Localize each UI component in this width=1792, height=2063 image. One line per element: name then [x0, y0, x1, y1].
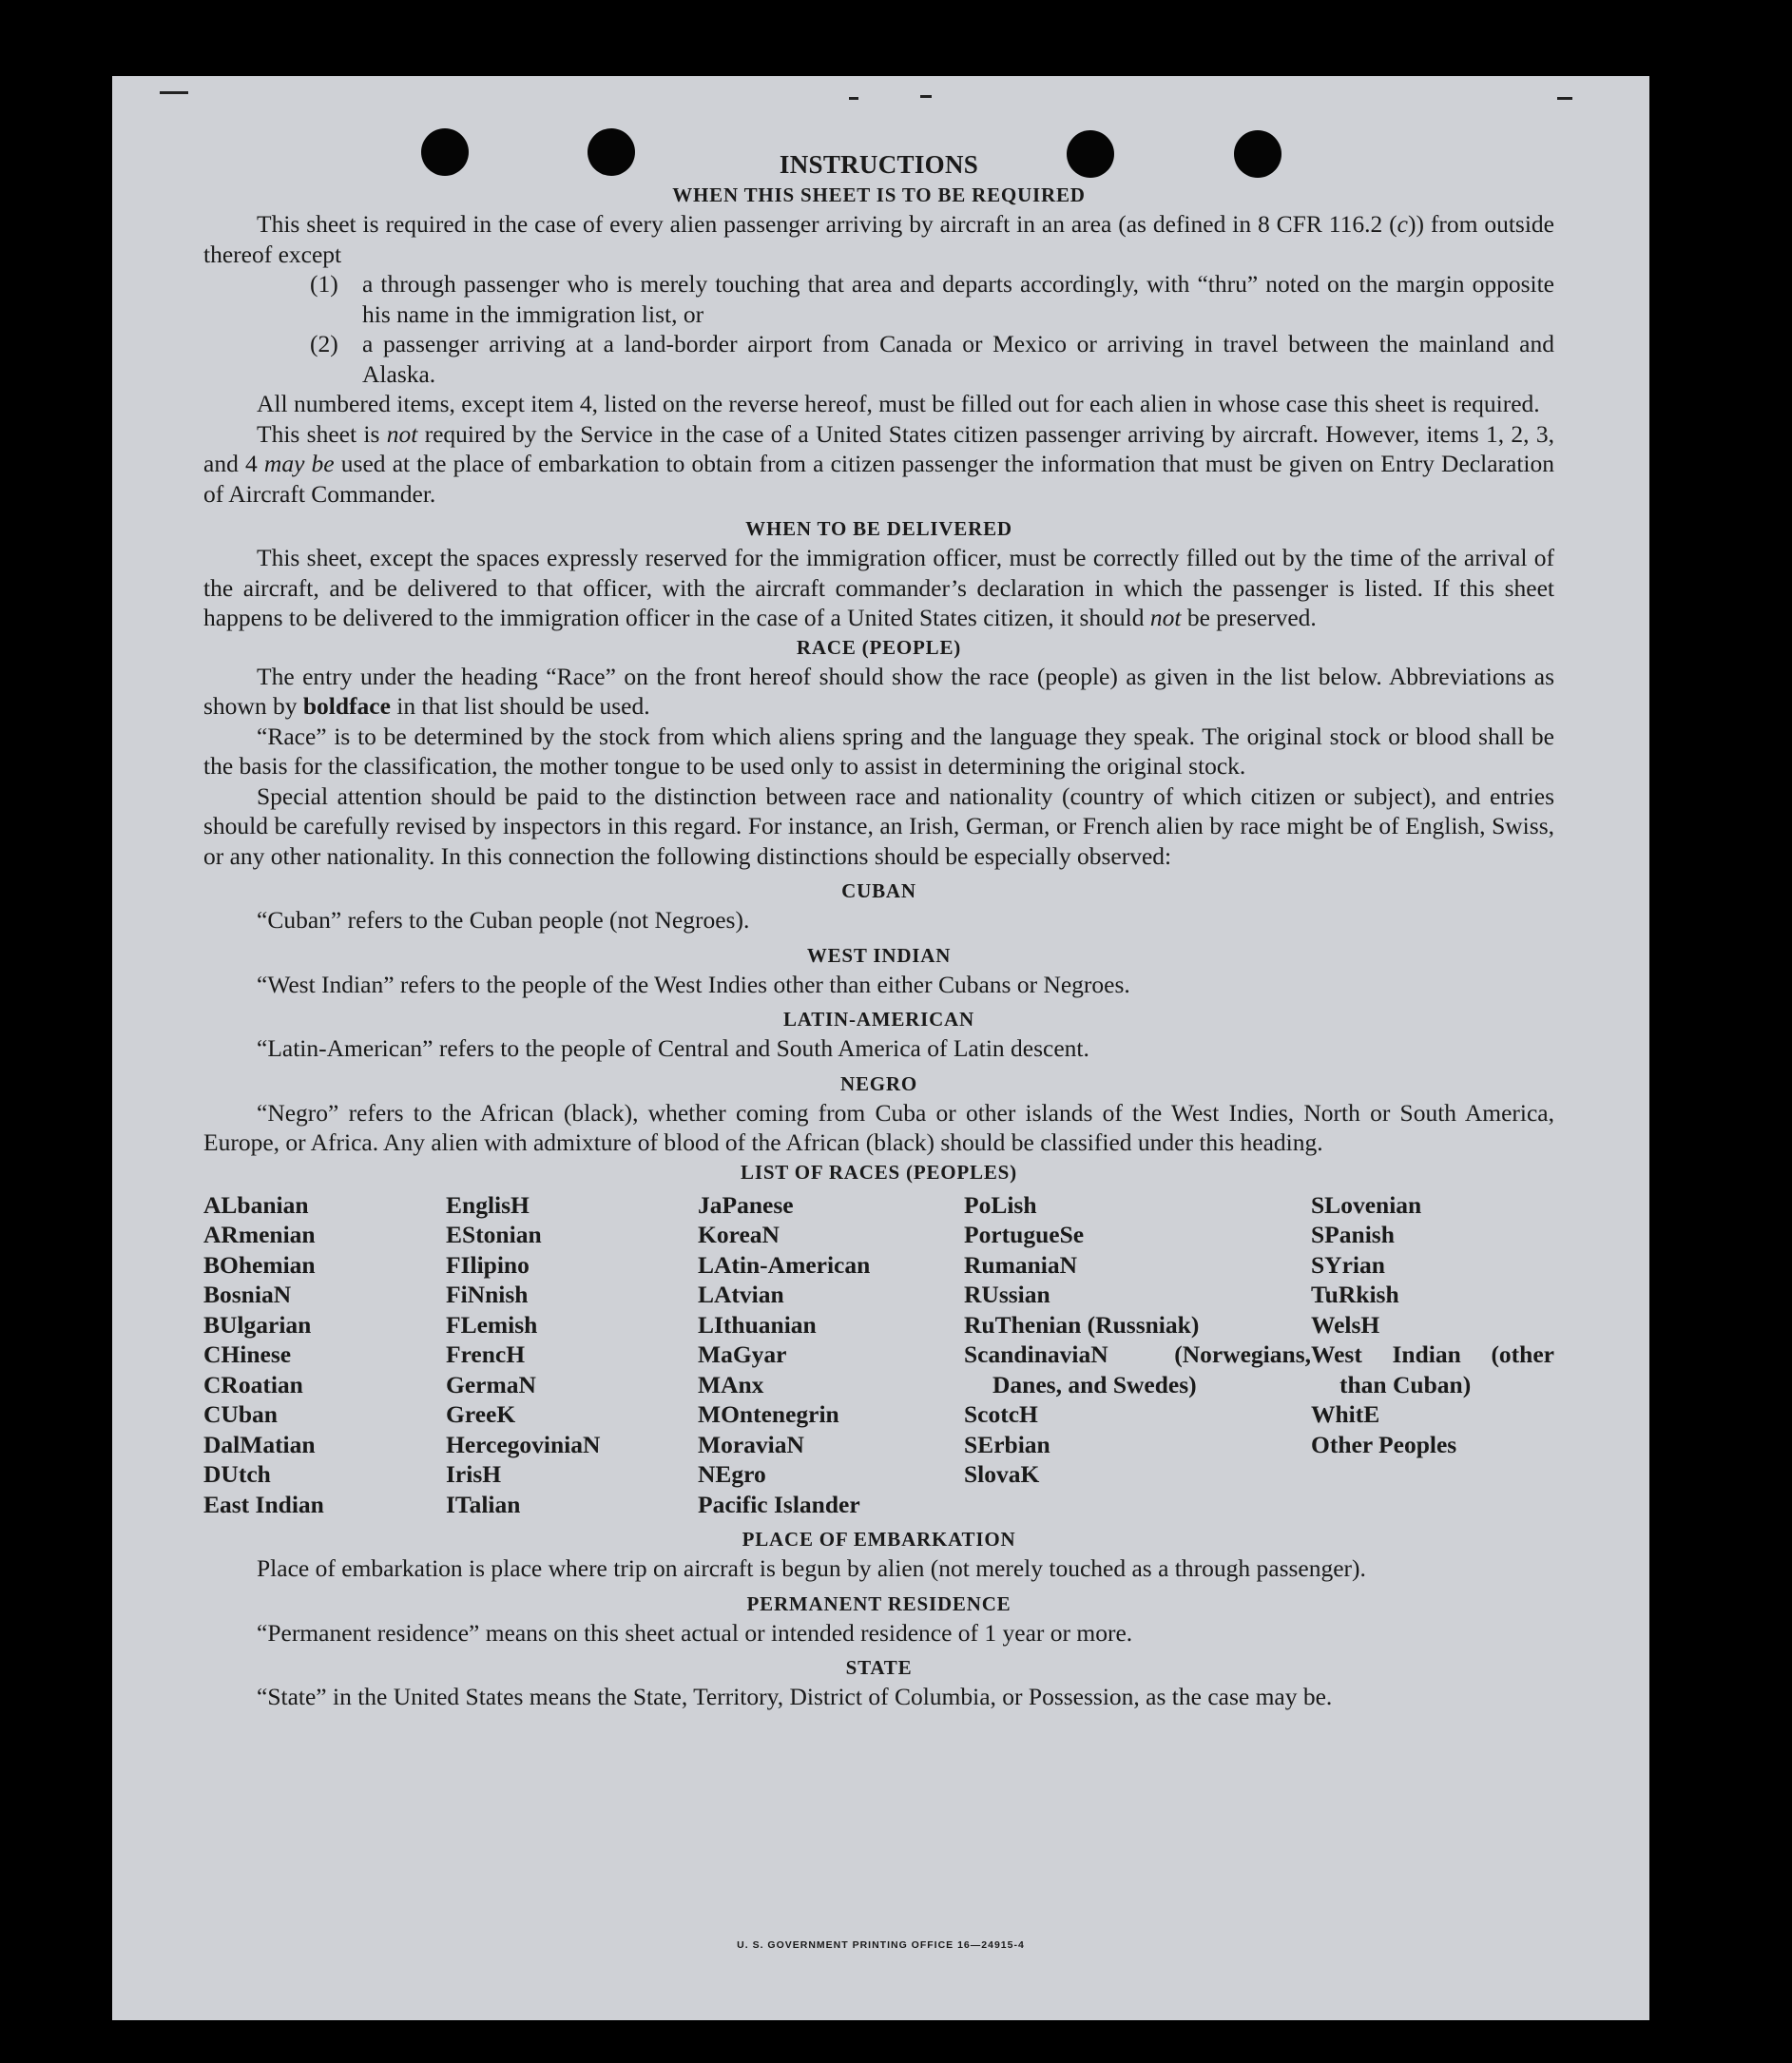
race-entry: BosniaN	[203, 1281, 292, 1308]
race-entry: FIlipino	[446, 1250, 530, 1279]
race-entry: GermaN	[446, 1370, 536, 1398]
section-heading-latin-american: LATIN-AMERICAN	[783, 1008, 974, 1031]
paragraph: “State” in the United States means the State, Territory, District of Columbia, or Possession, as the case may be.	[257, 1683, 1333, 1710]
paragraph: “Latin-American” refers to the people of Central and South America of Latin descent.	[257, 1034, 1089, 1062]
printer-imprint: U. S. GOVERNMENT PRINTING OFFICE 16—24915-4	[737, 1939, 1025, 1951]
race-entry: BOhemian	[203, 1250, 316, 1279]
race-entry: Pacific Islander	[698, 1490, 860, 1518]
race-entry: RuThenian (Russniak)	[964, 1310, 1200, 1339]
paragraph: This sheet is required in the case of every alien passenger arriving by aircraft in an area (as defined in 8 CFR 116.2 (c)) from outside thereof except	[203, 210, 1554, 268]
race-entry: CUban	[203, 1400, 278, 1428]
race-entry: IrisH	[446, 1460, 502, 1488]
section-heading-west-indian: WEST INDIAN	[806, 943, 952, 967]
race-column	[964, 1190, 1311, 1520]
race-entry: WelsH	[1311, 1310, 1380, 1339]
paragraph: All numbered items, except item 4, listed on the reverse hereof, must be filled out for each alien in whose case this sheet is required.	[257, 390, 1540, 417]
race-entry: LAtvian	[698, 1281, 784, 1308]
race-column	[1311, 1190, 1554, 1520]
race-entry: NEgro	[698, 1460, 766, 1488]
list-item: (1) a through passenger who is merely touching that area and departs accordingly, with “thru” noted on the margin opposite his name in the immigration list, or	[310, 270, 1554, 328]
race-entry: ScotcH	[964, 1400, 1038, 1428]
race-entry: EStonian	[446, 1221, 542, 1248]
race-entry: SLovenian	[1311, 1190, 1422, 1219]
section-heading-cuban: CUBAN	[841, 879, 916, 902]
race-entry: FLemish	[446, 1310, 538, 1339]
race-entry: LIthuanian	[698, 1310, 817, 1339]
paragraph: This sheet is not required by the Service in the case of a United States citizen passenger arriving by aircraft. However, items 1, 2, 3, and 4 may be used at the place of embarkation to obtain from a citizen passenger the information that must be given on Entry Declaration of Aircraft Commander.	[203, 419, 1554, 508]
race-entry: ScandinaviaN (Norwegians, Danes, and Swedes)	[964, 1340, 1311, 1398]
race-entry: PortugueSe	[964, 1221, 1085, 1248]
section-heading-permanent-residence: PERMANENT RESIDENCE	[746, 1591, 1012, 1615]
section-heading-when-delivered: WHEN TO BE DELIVERED	[745, 517, 1012, 540]
race-column	[446, 1190, 698, 1520]
race-entry: HercegoviniaN	[446, 1430, 601, 1458]
race-entry: ARmenian	[203, 1221, 316, 1248]
page-title: INSTRUCTIONS	[779, 150, 979, 179]
race-entry: RUssian	[964, 1281, 1050, 1308]
race-entry: FrencH	[446, 1340, 526, 1368]
race-entry: DUtch	[203, 1460, 271, 1488]
paragraph: “Negro” refers to the African (black), whether coming from Cuba or other islands of the West Indies, North or South America, Europe, or Africa. Any alien with admixture of blood of the African (black) should be classified under this heading.	[203, 1098, 1554, 1156]
race-entry: West Indian (other than Cuban)	[1311, 1340, 1554, 1398]
paragraph: Special attention should be paid to the distinction between race and nationality (country of which citizen or subject), and entries should be carefully revised by inspectors in this regard. For instance, an Irish, German, or French alien by race might be of English, Swiss, or any other nationality. In this connection the following distinctions should be especially observed:	[203, 781, 1554, 870]
race-entry: KoreaN	[698, 1221, 780, 1248]
paragraph: “Cuban” refers to the Cuban people (not Negroes).	[257, 906, 750, 934]
paragraph: “West Indian” refers to the people of the West Indies other than either Cubans or Negroes.	[257, 970, 1130, 998]
race-entry: JaPanese	[698, 1190, 794, 1219]
race-entry: MoraviaN	[698, 1430, 804, 1458]
race-column	[203, 1190, 446, 1520]
race-entry: CRoatian	[203, 1370, 303, 1398]
race-entry: SErbian	[964, 1430, 1050, 1458]
race-entry: FiNnish	[446, 1281, 529, 1308]
race-entry: CHinese	[203, 1340, 292, 1368]
paragraph: The entry under the heading “Race” on the front hereof should show the race (people) as given in the list below. Abbreviations as shown by boldface in that list should be used.	[203, 662, 1554, 720]
race-entry: SYrian	[1311, 1250, 1385, 1279]
race-list	[203, 1190, 1554, 1520]
paper-speck	[849, 97, 858, 100]
race-entry: TuRkish	[1311, 1281, 1399, 1308]
race-entry: ALbanian	[203, 1190, 309, 1219]
race-entry: LAtin-American	[698, 1250, 871, 1279]
race-entry: East Indian	[203, 1490, 324, 1518]
race-entry: BUlgarian	[203, 1310, 312, 1339]
section-heading-embarkation: PLACE OF EMBARKATION	[742, 1528, 1016, 1551]
paper-speck	[160, 91, 188, 94]
race-entry: SPanish	[1311, 1221, 1395, 1248]
section-heading-state: STATE	[845, 1656, 913, 1679]
section-heading-when-required: WHEN THIS SHEET IS TO BE REQUIRED	[672, 183, 1086, 206]
section-heading-list-of-races: LIST OF RACES (PEOPLES)	[741, 1160, 1017, 1184]
paragraph: “Race” is to be determined by the stock from which aliens spring and the language they speak. The original stock or blood shall be the basis for the classification, the mother tongue to be used only to assist in determining the original stock.	[203, 722, 1554, 780]
race-entry: GreeK	[446, 1400, 516, 1428]
race-entry: MOntenegrin	[698, 1400, 839, 1428]
race-entry: RumaniaN	[964, 1250, 1078, 1279]
race-entry: WhitE	[1311, 1400, 1380, 1428]
document-sheet	[112, 76, 1649, 2020]
paper-speck	[1557, 97, 1572, 100]
race-entry: Other Peoples	[1311, 1430, 1457, 1458]
list-item: (2) a passenger arriving at a land-border airport from Canada or Mexico or arriving in travel between the mainland and Alaska.	[310, 330, 1554, 388]
race-column	[698, 1190, 964, 1520]
section-heading-negro: NEGRO	[839, 1071, 917, 1095]
race-entry: ITalian	[446, 1490, 521, 1518]
race-entry: MaGyar	[698, 1340, 787, 1368]
race-entry: DalMatian	[203, 1430, 316, 1458]
paragraph: “Permanent residence” means on this sheet actual or intended residence of 1 year or more.	[257, 1618, 1133, 1647]
paragraph: Place of embarkation is place where trip on aircraft is begun by alien (not merely touched as a through passenger).	[257, 1554, 1366, 1582]
paragraph: This sheet, except the spaces expressly reserved for the immigration officer, must be correctly filled out by the time of the arrival of the aircraft, and be delivered to that officer, with the aircraft commander’s declaration in which the passenger is listed. If this sheet happens to be delivered to the immigration officer in the case of a United States citizen, it should not be preserved.	[203, 544, 1554, 631]
section-heading-race: RACE (PEOPLE)	[796, 635, 962, 659]
instructions-content	[203, 148, 1554, 1712]
race-entry: EnglisH	[446, 1190, 530, 1219]
race-entry: PoLish	[964, 1190, 1037, 1219]
paper-speck	[920, 95, 932, 98]
race-entry: SlovaK	[964, 1460, 1040, 1488]
race-entry: MAnx	[698, 1370, 764, 1398]
